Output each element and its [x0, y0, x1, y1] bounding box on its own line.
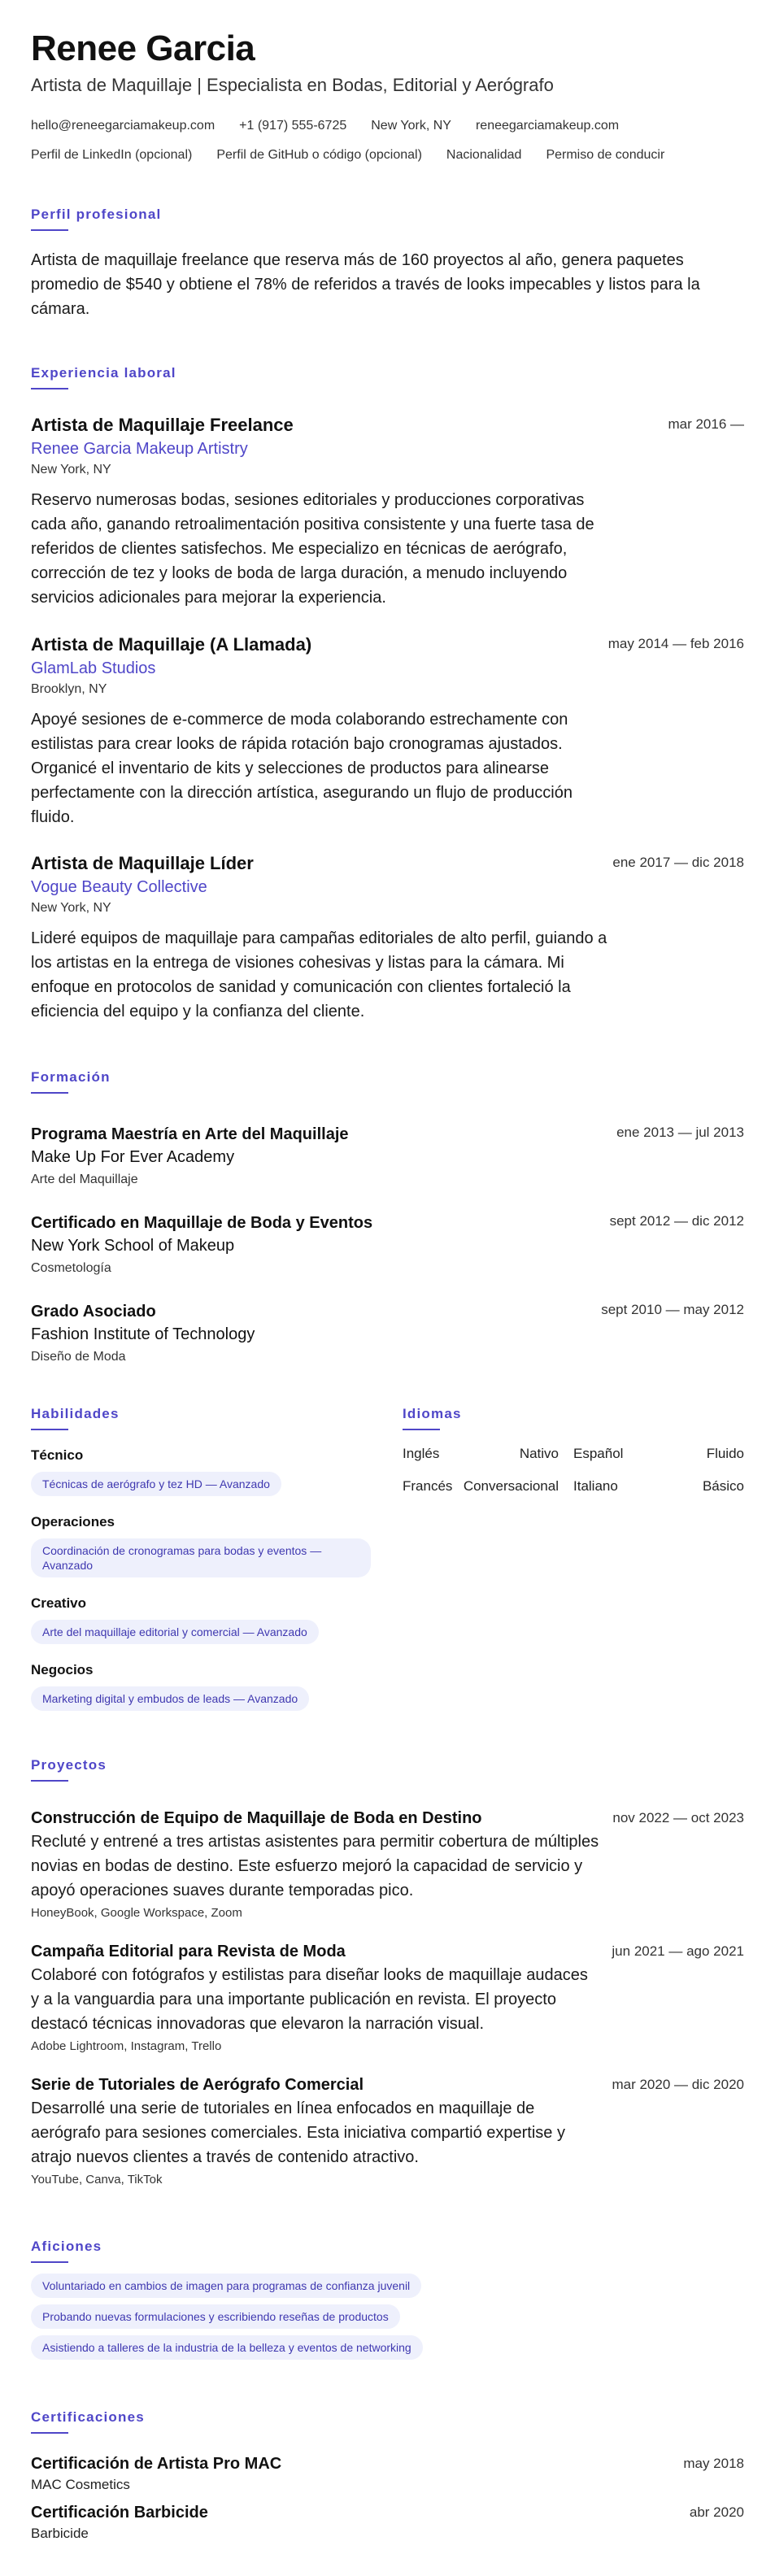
- skill-group: [31, 1512, 372, 1577]
- skill-chip: Coordinación de cronogramas para bodas y eventos — Avanzado: [31, 1538, 371, 1577]
- project-title: Serie de Tutoriales de Aerógrafo Comercial: [31, 2076, 364, 2094]
- interest-chip: Voluntariado en cambios de imagen para programas de confianza juvenil: [31, 2274, 421, 2298]
- project-tools: YouTube, Canva, TikTok: [31, 2173, 163, 2187]
- job-title: Artista de Maquillaje Líder: [31, 853, 254, 873]
- language-level: Nativo: [519, 1446, 559, 1461]
- contact-row-secondary: [31, 147, 664, 163]
- skill-chip: Arte del maquillaje editorial y comercial — Avanzado: [31, 1620, 319, 1644]
- experience-item: [31, 413, 744, 610]
- language-level: Conversacional: [463, 1478, 559, 1494]
- job-description: Lideré equipos de maquillaje para campañas editoriales de alto perfil, guiando a los artistas en la entrega de visiones cohesivas y listas para la cámara. Mi enfoque en protocolos de sanidad y comunicación con clientes fortaleció la eficiencia del equipo y la confianza del cliente.: [31, 929, 607, 1020]
- certifications-underline: [31, 2432, 68, 2434]
- skill-group: [31, 1594, 372, 1644]
- languages-underline: [403, 1429, 440, 1430]
- projects-heading: Proyectos: [31, 1757, 107, 1773]
- project-description: Recluté y entrené a tres artistas asistentes para permitir cobertura de múltiples novias en bodas de destino. Este esfuerzo mejoró la capacidad de servicio y apoyó operaciones suaves durante temporadas pico.: [31, 1833, 599, 1899]
- education-item: [31, 1123, 744, 1190]
- study-field: Arte del Maquillaje: [31, 1173, 138, 1186]
- skill-group: [31, 1446, 372, 1496]
- project-tools: Adobe Lightroom, Instagram, Trello: [31, 2039, 222, 2053]
- interests-heading: Aficiones: [31, 2239, 102, 2254]
- contact-row-primary: [31, 118, 619, 134]
- project-item: [31, 2073, 744, 2189]
- email-link[interactable]: hello@reneegarciamakeup.com: [31, 119, 216, 133]
- interests-underline: [31, 2261, 68, 2263]
- school-name: New York School of Makeup: [31, 1237, 235, 1255]
- experience-item: [31, 633, 744, 829]
- study-field: Diseño de Moda: [31, 1350, 126, 1364]
- languages-heading: Idiomas: [403, 1406, 462, 1421]
- job-dates: mar 2016 —: [668, 416, 744, 432]
- job-title: Artista de Maquillaje Freelance: [31, 415, 294, 435]
- summary-text: Artista de maquillaje freelance que reserva más de 160 proyectos al año, genera paquetes promedio de $540 y obtiene el 78% de referidos a través de looks impecables y listos para la cámara.: [31, 251, 700, 318]
- degree-title: Certificado en Maquillaje de Boda y Eventos: [31, 1214, 373, 1232]
- project-description: Desarrollé una serie de tutoriales en línea enfocados en maquillaje de aerógrafo para sesiones comerciales. Esta iniciativa compartió expertise y atrajo nuevos clientes a través de contenido atractivo.: [31, 2100, 565, 2166]
- school-name: Fashion Institute of Technology: [31, 1325, 255, 1343]
- skills-underline: [31, 1429, 68, 1430]
- location-text: New York, NY: [371, 119, 451, 133]
- certification-date: abr 2020: [689, 2504, 744, 2520]
- phone-link[interactable]: +1 (917) 555-6725: [239, 119, 347, 133]
- project-title: Construcción de Equipo de Maquillaje de Boda en Destino: [31, 1809, 482, 1827]
- summary-underline: [31, 229, 68, 231]
- company-name: Renee Garcia Makeup Artistry: [31, 440, 248, 458]
- education-item: [31, 1212, 744, 1278]
- project-description: Colaboré con fotógrafos y estilistas para diseñar looks de maquillaje audaces y a la vanguardia para una importante publicación en revista. El proyecto destacó técnicas innovadoras que elevaron la narración visual.: [31, 1966, 588, 2033]
- job-location: New York, NY: [31, 463, 111, 476]
- language-name: Italiano: [573, 1478, 618, 1494]
- language-name: Español: [573, 1446, 624, 1461]
- company-name: GlamLab Studios: [31, 659, 156, 677]
- language-level: Básico: [702, 1478, 744, 1494]
- certification-title: Certificación de Artista Pro MAC: [31, 2455, 282, 2473]
- certification-issuer: MAC Cosmetics: [31, 2477, 130, 2492]
- project-dates: jun 2021 — ago 2021: [612, 1943, 744, 1959]
- project-dates: mar 2020 — dic 2020: [612, 2077, 744, 2092]
- github-link[interactable]: Perfil de GitHub o código (opcional): [216, 148, 422, 162]
- language-entry: [573, 1446, 744, 1465]
- experience-heading: Experiencia laboral: [31, 365, 176, 381]
- skill-chip: Técnicas de aerógrafo y tez HD — Avanzado: [31, 1472, 281, 1496]
- experience-underline: [31, 388, 68, 389]
- language-level: Fluido: [706, 1446, 744, 1461]
- skill-category: Operaciones: [31, 1514, 115, 1530]
- job-dates: ene 2017 — dic 2018: [612, 855, 744, 870]
- education-dates: sept 2012 — dic 2012: [609, 1213, 744, 1229]
- certification-date: may 2018: [683, 2456, 744, 2471]
- education-dates: sept 2010 — may 2012: [601, 1302, 744, 1317]
- school-name: Make Up For Ever Academy: [31, 1148, 235, 1166]
- project-tools: HoneyBook, Google Workspace, Zoom: [31, 1906, 242, 1920]
- languages-grid: [403, 1446, 744, 1511]
- skill-chip: Marketing digital y embudos de leads — Avanzado: [31, 1686, 309, 1711]
- education-heading: Formación: [31, 1069, 111, 1085]
- job-title: Artista de Maquillaje (A Llamada): [31, 634, 312, 655]
- skill-category: Negocios: [31, 1662, 94, 1677]
- study-field: Cosmetología: [31, 1261, 111, 1275]
- project-title: Campaña Editorial para Revista de Moda: [31, 1943, 346, 1960]
- skills-heading: Habilidades: [31, 1406, 120, 1421]
- degree-title: Programa Maestría en Arte del Maquillaje: [31, 1125, 349, 1143]
- job-description: Apoyé sesiones de e-commerce de moda colaborando estrechamente con estilistas para crear looks de rápida rotación bajo cronogramas ajustados. Organicé el inventario de kits y selecciones de productos para alinearse perfectamente con la dirección artística, asegurando un flujo de producción fluido.: [31, 711, 573, 826]
- certification-item: [31, 2501, 744, 2543]
- experience-item: [31, 851, 744, 1024]
- language-entry: [403, 1478, 573, 1498]
- education-dates: ene 2013 — jul 2013: [616, 1125, 744, 1140]
- language-entry: [573, 1478, 744, 1498]
- linkedin-link[interactable]: Perfil de LinkedIn (opcional): [31, 148, 193, 162]
- candidate-headline: Artista de Maquillaje | Especialista en Bodas, Editorial y Aerógrafo: [31, 75, 554, 95]
- candidate-name: Renee Garcia: [31, 28, 255, 68]
- drivers-license-text: Permiso de conducir: [546, 148, 665, 162]
- language-row: [403, 1478, 744, 1498]
- certification-issuer: Barbicide: [31, 2526, 89, 2541]
- summary-heading: Perfil profesional: [31, 207, 162, 222]
- education-item: [31, 1300, 744, 1367]
- certification-item: [31, 2452, 744, 2495]
- education-underline: [31, 1092, 68, 1094]
- certification-title: Certificación Barbicide: [31, 2504, 208, 2522]
- projects-underline: [31, 1780, 68, 1782]
- nationality-text: Nacionalidad: [446, 148, 522, 162]
- job-location: Brooklyn, NY: [31, 682, 107, 696]
- language-name: Francés: [403, 1478, 453, 1494]
- job-dates: may 2014 — feb 2016: [607, 636, 744, 651]
- skill-category: Técnico: [31, 1447, 84, 1463]
- degree-title: Grado Asociado: [31, 1303, 156, 1321]
- job-description: Reservo numerosas bodas, sesiones editoriales y producciones corporativas cada año, ganando retroalimentación positiva consistente y una fuerte tasa de referidos de clientes satisfechos. Me especializo en técnicas de aerógrafo, corrección de tez y looks de boda de larga duración, a menudo incluyendo servicios adicionales para mejorar la experiencia.: [31, 491, 594, 607]
- project-item: [31, 1807, 744, 1922]
- project-item: [31, 1940, 744, 2056]
- skill-group: [31, 1660, 372, 1711]
- language-entry: [403, 1446, 573, 1465]
- language-name: Inglés: [403, 1446, 440, 1461]
- project-dates: nov 2022 — oct 2023: [612, 1810, 744, 1825]
- interest-chip: Asistiendo a talleres de la industria de la belleza y eventos de networking: [31, 2335, 423, 2360]
- skill-category: Creativo: [31, 1595, 87, 1611]
- language-row: [403, 1446, 744, 1465]
- interest-chip: Probando nuevas formulaciones y escribiendo reseñas de productos: [31, 2304, 400, 2329]
- company-name: Vogue Beauty Collective: [31, 878, 207, 896]
- certifications-heading: Certificaciones: [31, 2409, 145, 2425]
- website-link[interactable]: reneegarciamakeup.com: [475, 119, 620, 133]
- job-location: New York, NY: [31, 901, 111, 915]
